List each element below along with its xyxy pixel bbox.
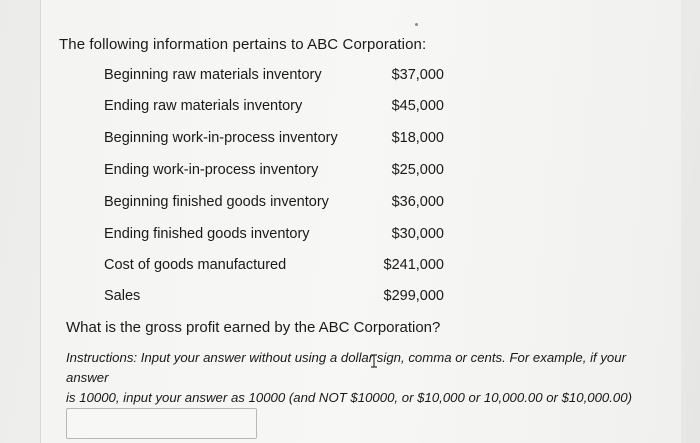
row-value: $45,000 <box>391 98 444 114</box>
data-row <box>104 130 444 150</box>
data-row <box>104 98 444 118</box>
row-label: Ending work-in-process inventory <box>104 162 319 178</box>
data-row <box>104 162 444 182</box>
row-label: Sales <box>104 288 141 304</box>
data-row <box>104 288 444 308</box>
row-value: $25,000 <box>391 162 444 178</box>
instructions-line: is 10000, input your answer as 10000 (and NOT $10000, or $10,000 or 10,000.00 or $10,000.00) <box>66 390 632 405</box>
row-label: Ending raw materials inventory <box>104 98 303 114</box>
row-value: $18,000 <box>391 130 444 146</box>
row-value: $241,000 <box>383 257 444 273</box>
data-row <box>104 257 444 277</box>
answer-input[interactable] <box>66 408 257 439</box>
data-row <box>104 194 444 214</box>
row-label: Beginning finished goods inventory <box>104 194 329 210</box>
row-value: $30,000 <box>391 226 444 242</box>
data-row <box>104 226 444 246</box>
text-cursor-icon <box>370 354 378 368</box>
row-value: $299,000 <box>383 288 444 304</box>
data-row <box>104 67 444 87</box>
instructions-text <box>66 348 666 408</box>
row-value: $36,000 <box>391 194 444 210</box>
intro-text: The following information pertains to ABC Corporation: <box>59 36 427 53</box>
row-label: Cost of goods manufactured <box>104 257 287 273</box>
instructions-line: Instructions: Input your answer without using a dollar sign, comma or cents. For example, if your answer <box>66 350 626 385</box>
speck <box>415 23 418 26</box>
row-label: Ending finished goods inventory <box>104 226 310 242</box>
row-value: $37,000 <box>391 67 444 83</box>
row-label: Beginning raw materials inventory <box>104 67 322 83</box>
question-text: What is the gross profit earned by the ABC Corporation? <box>66 319 441 336</box>
row-label: Beginning work-in-process inventory <box>104 130 338 146</box>
